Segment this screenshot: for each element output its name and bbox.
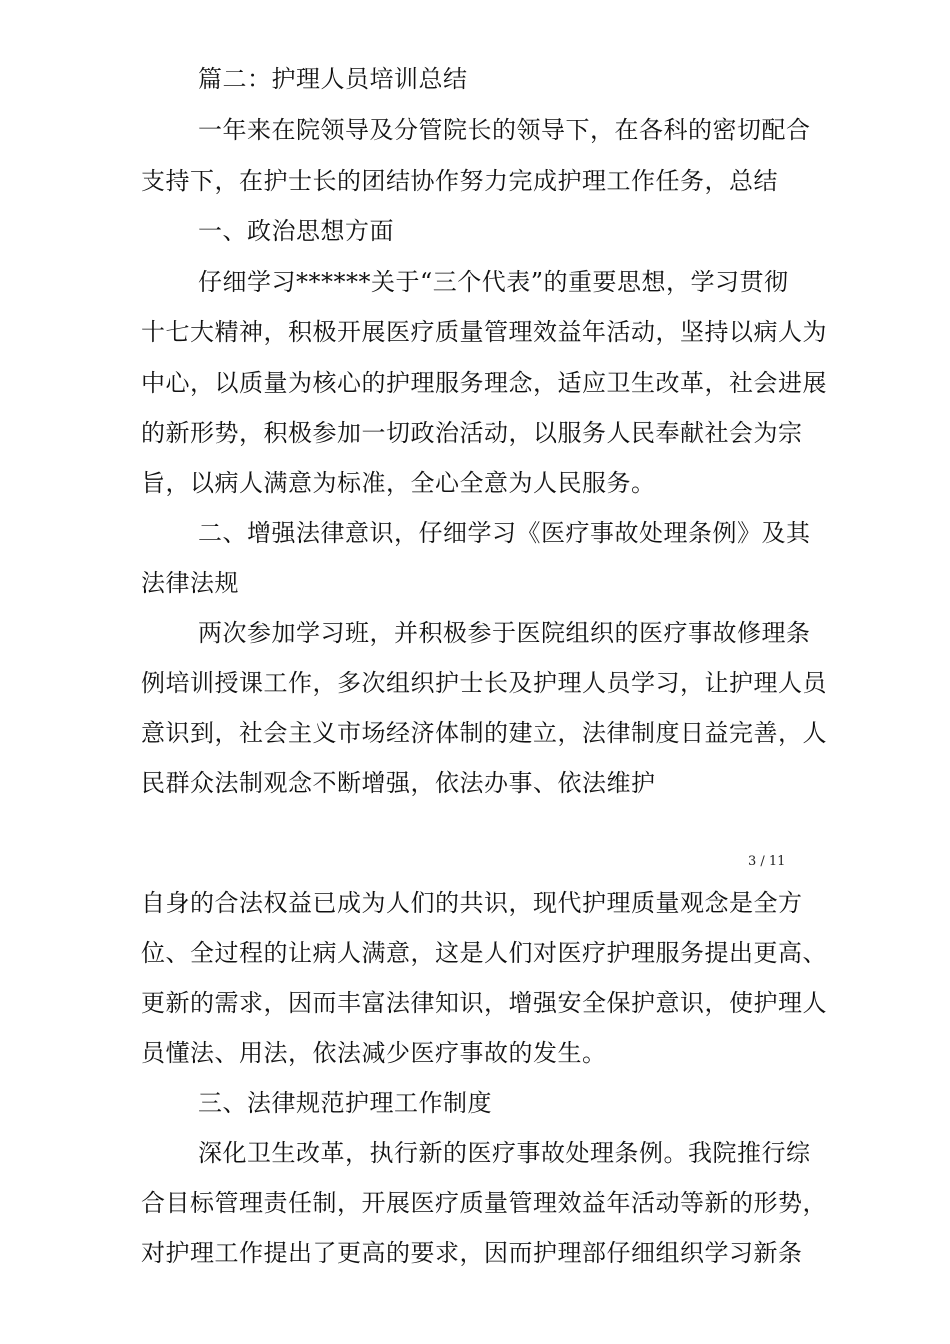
paragraph-line: 更新的需求，因而丰富法律知识，增强安全保护意识，使护理人 bbox=[141, 989, 827, 1017]
paragraph-line: 员懂法、用法，依法减少医疗事故的发生。 bbox=[141, 1039, 607, 1067]
paragraph-line: 的新形势，积极参加一切政治活动，以服务人民奉献社会为宗 bbox=[141, 419, 803, 447]
paragraph-line: 支持下，在护士长的团结协作努力完成护理工作任务，总结 bbox=[141, 167, 778, 195]
heading-legal-continued: 法律法规 bbox=[141, 569, 239, 597]
paragraph-line: 位、全过程的让病人满意，这是人们对医疗护理服务提出更高、 bbox=[141, 939, 827, 967]
paragraph-line: 旨，以病人满意为标准，全心全意为人民服务。 bbox=[141, 469, 656, 497]
paragraph-line: 对护理工作提出了更高的要求，因而护理部仔细组织学习新条 bbox=[141, 1239, 803, 1267]
section-title: 篇二：护理人员培训总结 bbox=[198, 65, 468, 93]
paragraph-line: 民群众法制观念不断增强，依法办事、依法维护 bbox=[141, 769, 656, 797]
paragraph-line: 意识到，社会主义市场经济体制的建立，法律制度日益完善，人 bbox=[141, 719, 827, 747]
heading-legal: 二、增强法律意识，仔细学习《医疗事故处理条例》及其 bbox=[198, 519, 811, 547]
paragraph-line: 例培训授课工作，多次组织护士长及护理人员学习，让护理人员 bbox=[141, 669, 827, 697]
page-number: 3 / 11 bbox=[748, 854, 786, 869]
paragraph-line: 自身的合法权益已成为人们的共识，现代护理质量观念是全方 bbox=[141, 889, 803, 917]
paragraph-line: 两次参加学习班，并积极参于医院组织的医疗事故修理条 bbox=[198, 619, 811, 647]
paragraph-line: 十七大精神，积极开展医疗质量管理效益年活动，坚持以病人为 bbox=[141, 318, 827, 346]
heading-regulation: 三、法律规范护理工作制度 bbox=[198, 1089, 492, 1117]
paragraph-line: 深化卫生改革，执行新的医疗事故处理条例。我院推行综 bbox=[198, 1139, 811, 1167]
paragraph-line: 中心，以质量为核心的护理服务理念，适应卫生改革，社会进展 bbox=[141, 369, 827, 397]
heading-political: 一、政治思想方面 bbox=[198, 217, 394, 245]
paragraph-line: 仔细学习******关于“三个代表”的重要思想，学习贯彻 bbox=[198, 268, 789, 296]
paragraph-line: 合目标管理责任制，开展医疗质量管理效益年活动等新的形势， bbox=[141, 1189, 827, 1217]
paragraph-line: 一年来在院领导及分管院长的领导下，在各科的密切配合 bbox=[198, 116, 811, 144]
